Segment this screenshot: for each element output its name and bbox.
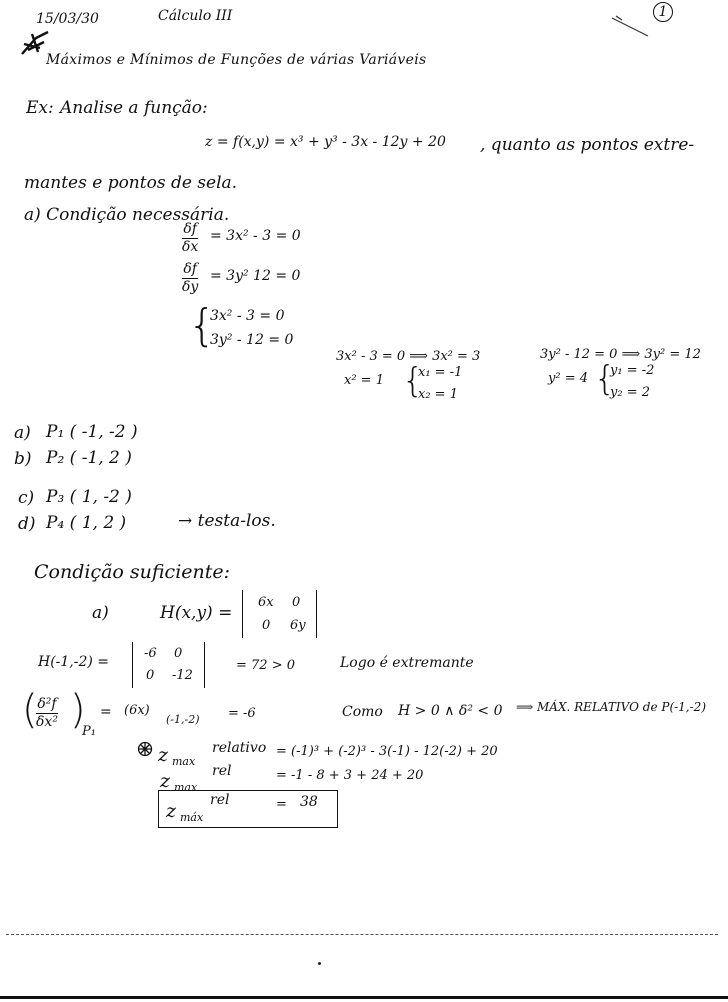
x-roots-brace: { — [402, 361, 424, 401]
page-fold-line — [6, 934, 718, 935]
partial-fy-denominator: δy — [182, 278, 199, 295]
point-label-a: a) — [14, 423, 31, 443]
second-derivative-left-paren: ( — [22, 687, 38, 733]
second-derivative-numerator: δ²f — [37, 696, 57, 712]
page-number-circle: 1 — [653, 2, 673, 22]
hessian-at-p1-left-bar — [132, 642, 133, 688]
second-derivative-right-paren: ) — [70, 687, 86, 733]
y-roots-brace: { — [594, 359, 616, 399]
function-definition: z = f(x,y) = x³ + y³ - 3x - 12y + 20 — [205, 134, 446, 150]
hessian-at-p1-lhs: H(-1,-2) = — [38, 654, 110, 670]
hessian-lhs: H(x,y) = — [160, 603, 233, 623]
partial-fy-equation: = 3y² 12 = 0 — [210, 268, 301, 284]
hessian-h12: 0 — [292, 595, 301, 610]
hessian-h11: 6x — [258, 595, 274, 610]
system-equation-2: 3y² - 12 = 0 — [210, 332, 294, 348]
hessian-at-p1-a11: -6 — [144, 646, 157, 661]
partial-fy-fraction — [182, 262, 198, 294]
zmax-equation-2: = -1 - 8 + 3 + 24 + 20 — [276, 768, 424, 783]
system-brace: { — [188, 300, 216, 351]
system-equation-1: 3x² - 3 = 0 — [210, 308, 285, 324]
page-bottom-edge — [0, 996, 728, 999]
exercise-tail-line-1: , quanto as pontos extre- — [480, 135, 695, 155]
partial-fx-equation: = 3x² - 3 = 0 — [210, 228, 301, 244]
star-mark-icon — [137, 741, 153, 757]
second-derivative-denominator: δx² — [36, 713, 58, 730]
y-solve-line-2: y² = 4 — [548, 371, 588, 386]
second-derivative-subscript: P₁ — [82, 724, 96, 739]
exercise-label: Ex: — [26, 98, 54, 118]
date-header: 15/03/30 — [36, 11, 99, 27]
necessary-condition-heading: a) Condição necessária. — [24, 205, 230, 225]
y-root-2: y₂ = 2 — [610, 385, 650, 400]
max-conclusion: ⟹ MÁX. RELATIVO de P(-1,-2) — [516, 700, 706, 714]
second-derivative-eval-point: (-1,-2) — [166, 713, 200, 726]
hessian-at-p1-a21: 0 — [146, 668, 155, 683]
partial-fx-denominator: δx — [182, 238, 199, 255]
corner-scribble — [610, 14, 650, 40]
page-title: Máximos e Mínimos de Funções de várias Variáveis — [46, 52, 427, 68]
zmax-equation-3: = — [276, 797, 287, 812]
case-label-a: a) — [92, 603, 109, 623]
zmax-sub-1: max — [172, 755, 196, 768]
extremant-note: Logo é extremante — [340, 655, 474, 671]
max-condition: H > 0 ∧ δ² < 0 — [398, 703, 503, 719]
point-label-d: d) — [18, 514, 36, 534]
zmax-sub-3: máx — [180, 811, 204, 824]
zmax-var-2: z — [160, 770, 171, 792]
point-p4: P₄ ( 1, 2 ) — [46, 513, 127, 533]
zmax-var-1: z — [158, 744, 169, 766]
hessian-at-p1-a12: 0 — [174, 646, 183, 661]
point-label-b: b) — [14, 449, 32, 469]
zmax-equation-1: = (-1)³ + (-2)³ - 3(-1) - 12(-2) + 20 — [276, 744, 498, 759]
point-p1: P₁ ( -1, -2 ) — [46, 422, 138, 442]
zmax-word-2: rel — [212, 763, 232, 779]
hessian-at-p1-a22: -12 — [172, 668, 193, 683]
zmax-var-3: z — [166, 800, 177, 822]
point-label-c: c) — [18, 488, 35, 508]
sufficient-condition-heading: Condição suficiente: — [34, 561, 231, 583]
point-p2: P₂ ( -1, 2 ) — [46, 448, 132, 468]
zmax-result: 38 — [300, 794, 318, 810]
second-derivative-equals: = — [100, 704, 112, 720]
second-derivative-eval: (6x) — [124, 703, 150, 718]
x-solve-line-1: 3x² - 3 = 0 ⟹ 3x² = 3 — [336, 349, 481, 364]
hessian-h22: 6y — [290, 618, 306, 633]
y-solve-line-1: 3y² - 12 = 0 ⟹ 3y² = 12 — [540, 347, 701, 362]
hessian-at-p1-result: = 72 > 0 — [236, 658, 295, 673]
exercise-prompt: Analise a função: — [60, 98, 208, 118]
zmax-word-3: rel — [210, 792, 230, 808]
test-note: → testa-los. — [178, 511, 276, 531]
x-solve-line-2: x² = 1 — [344, 373, 384, 388]
partial-fy-numerator: δf — [183, 261, 197, 277]
y-root-1: y₁ = -2 — [610, 363, 655, 378]
hessian-at-p1-right-bar — [204, 642, 205, 688]
hessian-left-bar — [242, 590, 243, 638]
zmax-sub-2: max — [174, 781, 198, 794]
hessian-h21: 0 — [262, 618, 271, 633]
hessian-right-bar — [316, 590, 317, 638]
partial-fx-fraction — [182, 222, 198, 254]
x-root-2: x₂ = 1 — [418, 387, 458, 402]
second-derivative-result: = -6 — [228, 706, 256, 721]
second-derivative-fraction — [36, 697, 58, 729]
point-p3: P₃ ( 1, -2 ) — [46, 487, 132, 507]
x-root-1: x₁ = -1 — [418, 365, 463, 380]
partial-fx-numerator: δf — [183, 221, 197, 237]
exercise-tail-line-2: mantes e pontos de sela. — [24, 173, 238, 193]
como-label: Como — [342, 704, 383, 720]
zmax-word-1: relativo — [212, 740, 267, 756]
subject-header: Cálculo III — [158, 8, 233, 24]
ink-speck — [318, 962, 321, 965]
